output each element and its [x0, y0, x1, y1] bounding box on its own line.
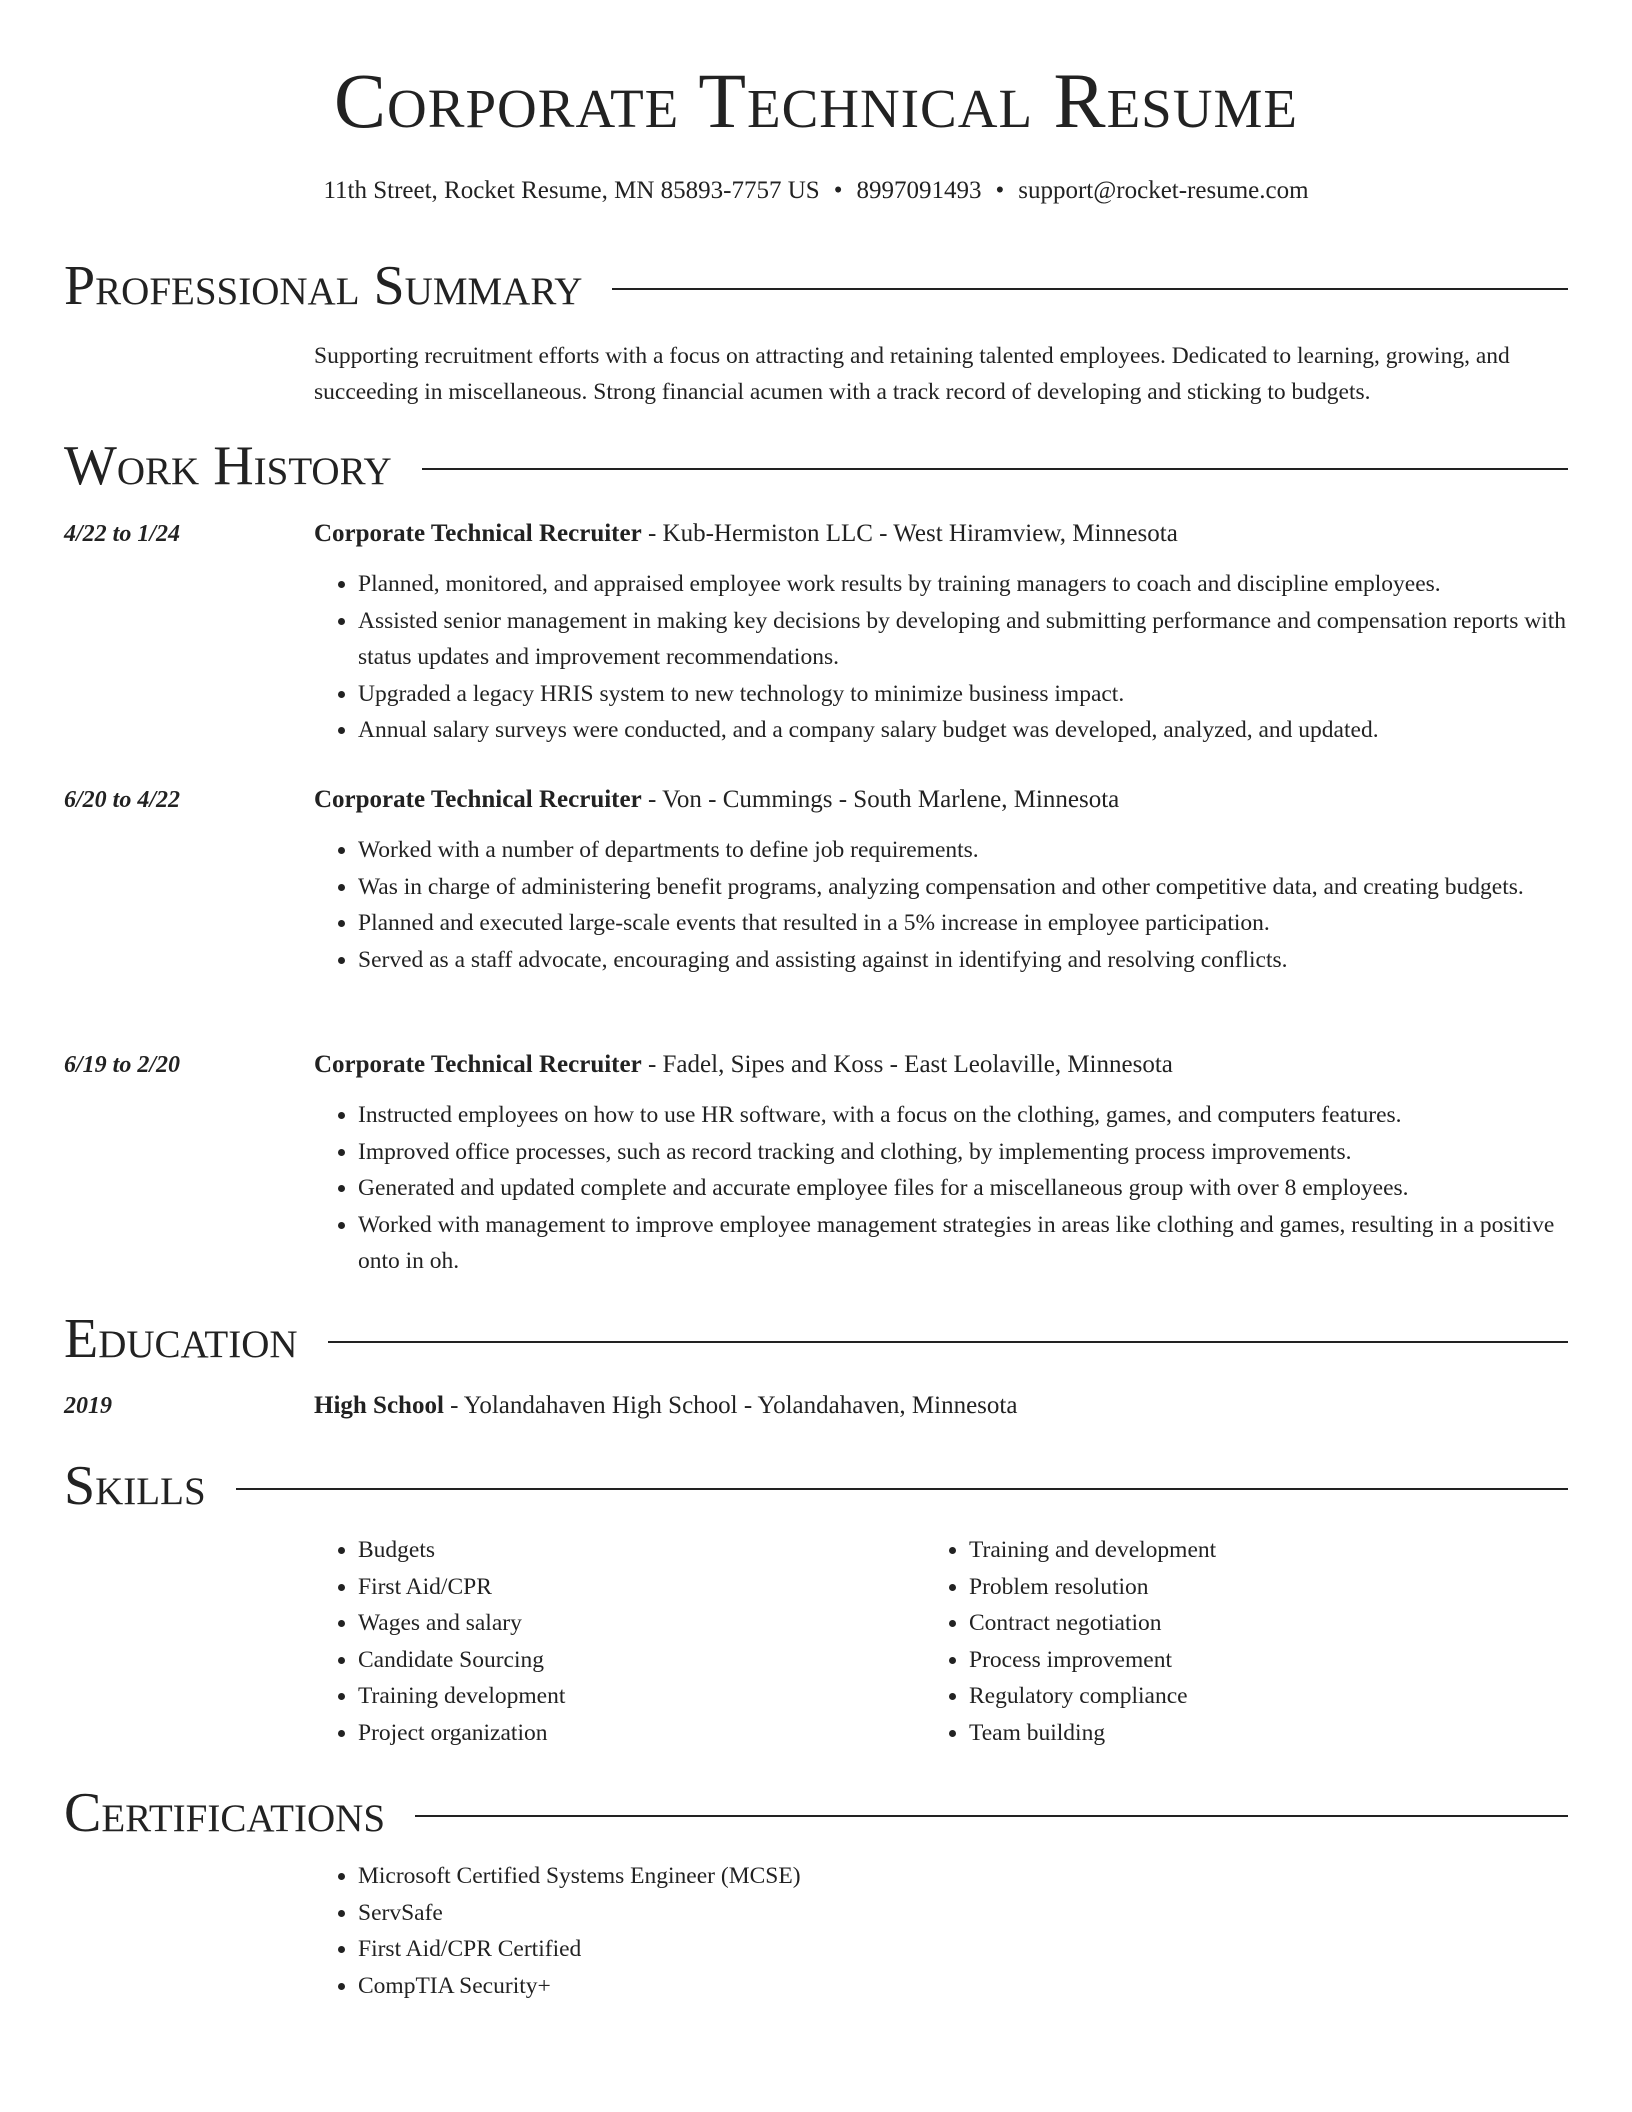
list-item: • Served as a staff advocate, encouraging and assisting against in identifying and resolving conflicts. [358, 942, 1568, 979]
education-entry [314, 1391, 1017, 1421]
list-item: • Planned and executed large-scale events that resulted in a 5% increase in employee participation. [358, 905, 1568, 942]
certification-item: • ServSafe [358, 1895, 1568, 1932]
job-bullets [314, 566, 1568, 749]
list-item: • Worked with management to improve employee management strategies in areas like clothing and games, resulting in a positive onto in oh. [358, 1207, 1568, 1280]
list-item: • Improved office processes, such as record tracking and clothing, by implementing process improvements. [358, 1134, 1568, 1171]
skills-list-right [925, 1532, 1525, 1751]
contact-phone: 8997091493 [856, 177, 982, 204]
section-skills [64, 1455, 1568, 1517]
contact-line [0, 176, 1632, 206]
contact-address: 11th Street, Rocket Resume, MN 85893-7757 US [323, 177, 820, 204]
job-heading [314, 785, 1119, 815]
list-item: • Upgraded a legacy HRIS system to new technology to minimize business impact. [358, 676, 1568, 713]
skill-item: • Regulatory compliance [969, 1678, 1525, 1715]
list-item: • Worked with a number of departments to define job requirements. [358, 832, 1568, 869]
section-heading: Certifications [64, 1782, 386, 1844]
skill-item: • Team building [969, 1715, 1525, 1752]
contact-email[interactable]: support@rocket-resume.com [1018, 177, 1309, 204]
education-degree: High School [314, 1392, 444, 1419]
contact-separator: • [833, 177, 843, 204]
section-divider [422, 468, 1568, 470]
skill-item: • Candidate Sourcing [358, 1642, 914, 1679]
section-certifications [64, 1782, 1568, 1844]
job-dates: 6/19 to 2/20 [64, 1052, 181, 1078]
list-item: • Planned, monitored, and appraised employee work results by training managers to coach and discipline employees. [358, 566, 1568, 603]
job-title: Corporate Technical Recruiter [314, 520, 642, 547]
certification-item: • First Aid/CPR Certified [358, 1931, 1568, 1968]
page-title: Corporate Technical Resume [334, 57, 1298, 144]
job-employer: - Fadel, Sipes and Koss - East Leolaville, Minnesota [641, 1051, 1173, 1078]
job-heading [314, 519, 1178, 549]
contact-separator: • [995, 177, 1005, 204]
skill-item: • Contract negotiation [969, 1605, 1525, 1642]
skill-item: • First Aid/CPR [358, 1569, 914, 1606]
section-education [64, 1308, 1568, 1370]
section-divider [236, 1488, 1568, 1490]
job-dates: 4/22 to 1/24 [64, 521, 181, 547]
skill-item: • Wages and salary [358, 1605, 914, 1642]
section-heading: Skills [64, 1455, 206, 1517]
skill-item: • Project organization [358, 1715, 914, 1752]
section-heading: Professional Summary [64, 255, 583, 317]
education-year: 2019 [64, 1393, 112, 1419]
list-item: • Instructed employees on how to use HR software, with a focus on the clothing, games, and computers features. [358, 1097, 1568, 1134]
skill-item: • Training development [358, 1678, 914, 1715]
skills-list-left [314, 1532, 914, 1751]
job-title: Corporate Technical Recruiter [314, 786, 642, 813]
job-dates: 6/20 to 4/22 [64, 787, 181, 813]
job-bullets [314, 1097, 1568, 1280]
list-item: • Assisted senior management in making key decisions by developing and submitting performance and compensation reports with status updates and improvement recommendations. [358, 603, 1568, 676]
job-heading [314, 1050, 1173, 1080]
section-work-history [64, 435, 1568, 497]
section-heading: Work History [64, 435, 392, 497]
section-professional-summary [64, 255, 1568, 317]
list-item: • Generated and updated complete and accurate employee files for a miscellaneous group with over 8 employees. [358, 1170, 1568, 1207]
certifications-list [314, 1858, 1568, 2004]
section-divider [415, 1815, 1568, 1817]
summary-text: Supporting recruitment efforts with a focus on attracting and retaining talented employees. Dedicated to learning, growing, and succeeding in miscellaneous. Strong financial acumen with a track record of developing and sticking to budgets. [314, 343, 1510, 405]
education-school: - Yolandahaven High School - Yolandahaven, Minnesota [443, 1392, 1018, 1419]
job-employer: - Von - Cummings - South Marlene, Minnesota [641, 786, 1120, 813]
skill-item: • Process improvement [969, 1642, 1525, 1679]
skill-item: • Budgets [358, 1532, 914, 1569]
skill-item: • Training and development [969, 1532, 1525, 1569]
section-heading: Education [64, 1308, 298, 1370]
section-divider [328, 1341, 1568, 1343]
list-item: • Was in charge of administering benefit programs, analyzing compensation and other competitive data, and creating budgets. [358, 869, 1568, 906]
skill-item: • Problem resolution [969, 1569, 1525, 1606]
section-divider [612, 288, 1568, 290]
job-title: Corporate Technical Recruiter [314, 1051, 642, 1078]
certification-item: • Microsoft Certified Systems Engineer (MCSE) [358, 1858, 1568, 1895]
job-bullets [314, 832, 1568, 978]
certification-item: • CompTIA Security+ [358, 1968, 1568, 2005]
job-employer: - Kub-Hermiston LLC - West Hiramview, Minnesota [641, 520, 1178, 547]
list-item: • Annual salary surveys were conducted, and a company salary budget was developed, analyzed, and updated. [358, 712, 1568, 749]
